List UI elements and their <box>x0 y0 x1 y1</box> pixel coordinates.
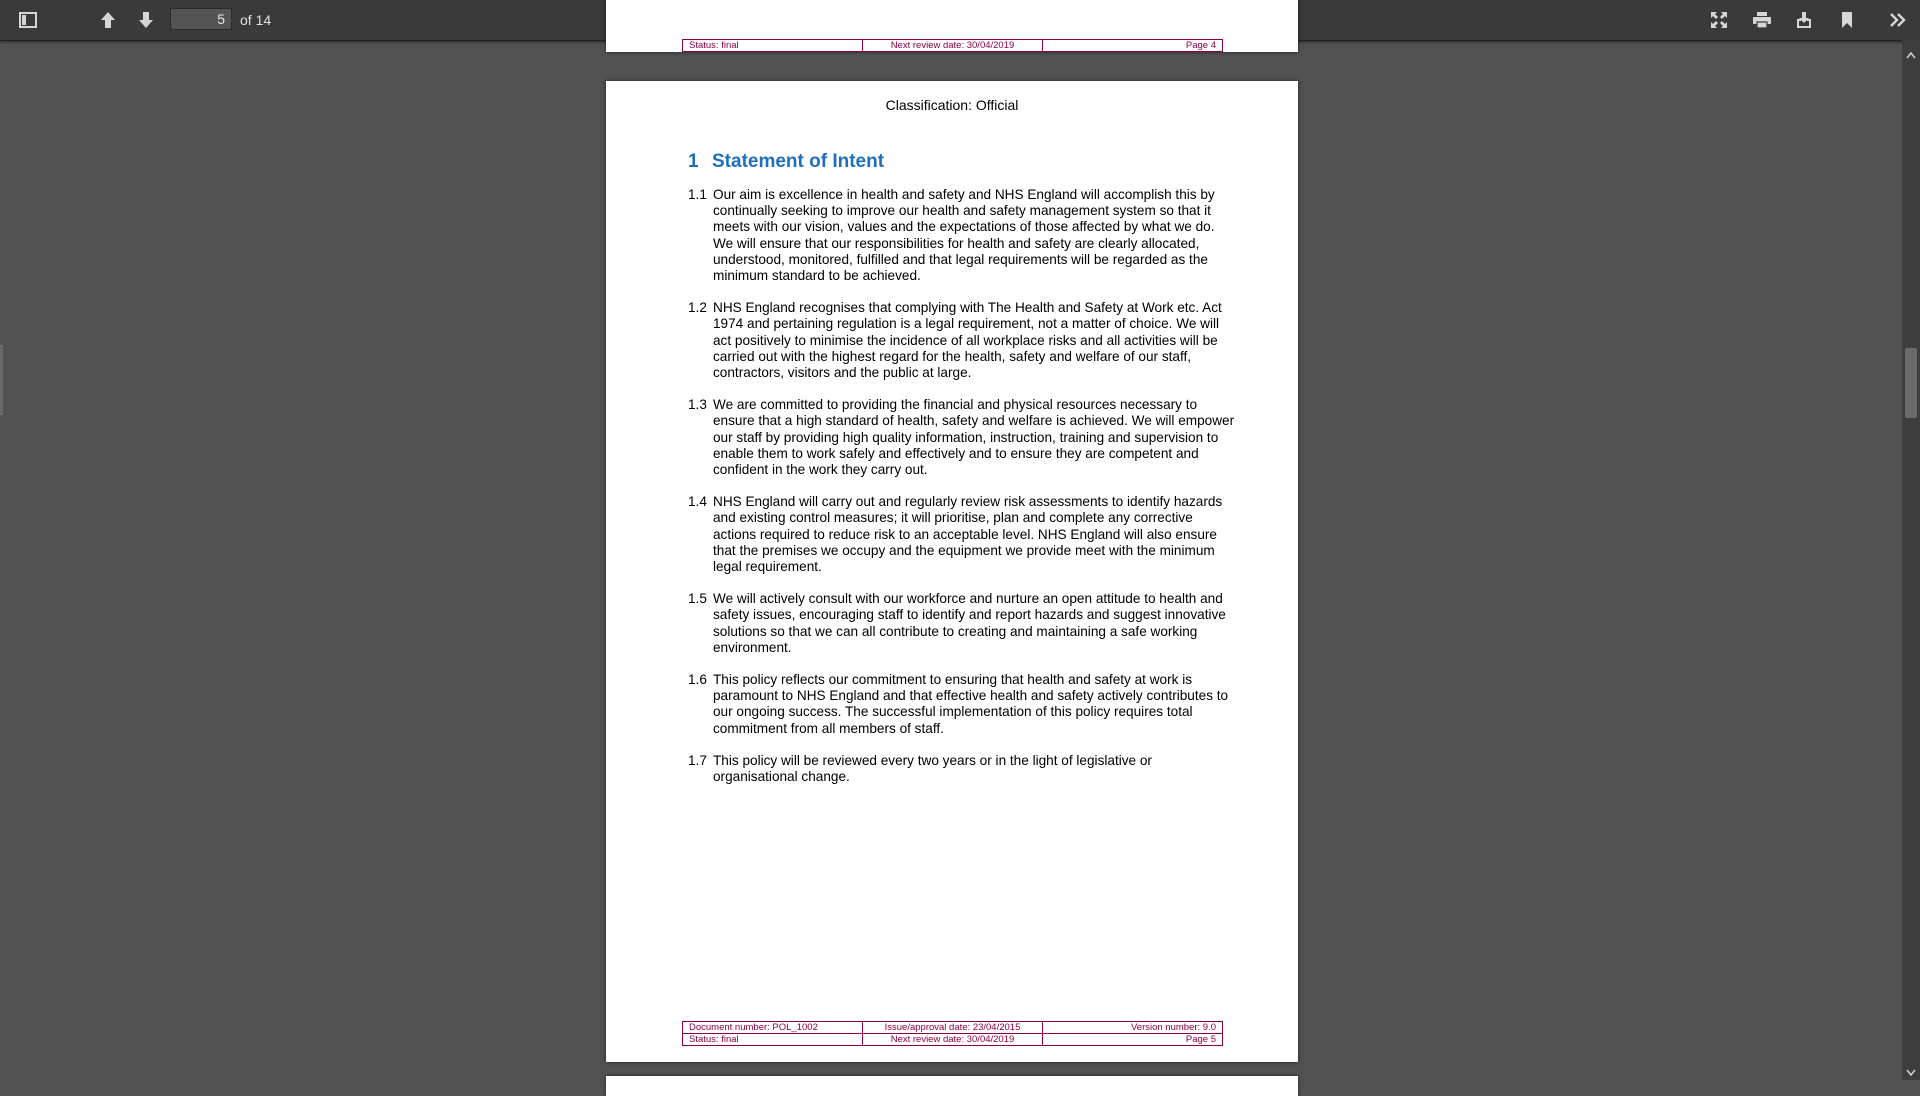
paragraph-text: NHS England will carry out and regularly review risk assessments to identify hazards and existing control measures; it will prioritise, plan and complete any corrective actions required to reduce risk to an acceptable level. NHS England will also ensure that the premises we occupy and the equipment we provide meet with the minimum legal requirement. <box>713 494 1223 575</box>
paragraph <box>688 672 1236 737</box>
presentation-mode-icon[interactable] <box>1705 8 1733 32</box>
footer-page-number: Page 5 <box>1043 1034 1223 1046</box>
paragraph-text: We are committed to providing the financial and physical resources necessary to ensure that a high standard of health, safety and welfare is achieved. We will empower our staff by providing high quality information, instruction, training and supervision to enable them to work safely and effectively and to ensure they are competent and confident in the work they carry out. <box>713 397 1235 478</box>
sidebar-toggle-icon[interactable] <box>14 8 42 32</box>
next-page-icon[interactable] <box>132 8 160 32</box>
footer-review-date: Next review date: 30/04/2019 <box>863 1034 1043 1046</box>
paragraph <box>688 591 1236 656</box>
scroll-up-icon[interactable] <box>1906 46 1916 64</box>
paragraph-text: Our aim is excellence in health and safety and NHS England will accomplish this by continually seeking to improve our health and safety management system so that it meets with our vision, values and the expectations of those affected by what we do. We will ensure that our responsibilities for health and safety are clearly allocated, understood, monitored, fulfilled and that legal requirements will be regarded as the minimum standard to be achieved. <box>713 187 1215 284</box>
section-number: 1 <box>688 151 699 172</box>
scrollbar-thumb[interactable] <box>1905 348 1917 418</box>
paragraph-number: 1.5 <box>688 591 707 607</box>
footer-version: Version number: 9.0 <box>1043 1022 1223 1034</box>
paragraph-text: This policy will be reviewed every two years or in the light of legislative or organisational change. <box>713 752 1152 785</box>
paragraph <box>688 187 1236 284</box>
page-number-input[interactable]: 5 <box>170 8 232 30</box>
pdf-page-4 <box>606 0 1298 52</box>
classification-label: Classification: Official <box>885 97 1019 113</box>
section-title: Statement of Intent <box>712 151 885 172</box>
page-footer-table <box>682 1021 1223 1046</box>
previous-page-icon[interactable] <box>94 8 122 32</box>
scroll-down-icon[interactable] <box>1906 1064 1916 1082</box>
pdf-page-6 <box>606 1076 1298 1096</box>
print-icon[interactable] <box>1748 8 1776 32</box>
tools-icon[interactable] <box>1884 8 1912 32</box>
footer-review-date: Next review date: 30/04/2019 <box>863 40 1043 52</box>
paragraph-number: 1.1 <box>688 187 707 202</box>
paragraph <box>688 494 1236 575</box>
paragraph-number: 1.3 <box>688 397 707 413</box>
paragraph <box>688 397 1236 478</box>
pdf-page-5 <box>606 81 1298 1062</box>
bookmark-icon[interactable] <box>1833 8 1861 32</box>
paragraph <box>688 300 1236 381</box>
footer-status: Status: final <box>683 1034 863 1046</box>
paragraph-text: NHS England recognises that complying with The Health and Safety at Work etc. Act 1974 and pertaining regulation is a legal requirement, not a matter of choice. We will act positively to minimise the incidence of all workplace risks and all activities will be carried out with the highest regard for the health, safety and welfare of our staff, contractors, visitors and the public at large. <box>713 300 1222 381</box>
vertical-scrollbar[interactable] <box>1902 40 1920 1080</box>
download-icon[interactable] <box>1790 8 1818 32</box>
paragraph-text: This policy reflects our commitment to ensuring that health and safety at work is paramount to NHS England and that effective health and safety actively contributes to our ongoing success. The successful implementation of this policy requires total commitment from all members of staff. <box>713 672 1229 736</box>
footer-status: Status: final <box>683 40 863 52</box>
paragraph-number: 1.7 <box>688 752 707 768</box>
footer-document-number: Document number: POL_1002 <box>683 1022 863 1034</box>
page-count-label: of 14 <box>240 12 272 28</box>
paragraph-number: 1.2 <box>688 300 707 316</box>
paragraph-number: 1.6 <box>688 672 707 688</box>
policy-paragraphs <box>688 187 1236 801</box>
sidebar-resizer[interactable] <box>0 345 3 415</box>
page-footer-table <box>682 39 1223 52</box>
paragraph <box>688 753 1236 785</box>
paragraph-text: We will actively consult with our workforce and nurture an open attitude to health and safety issues, encouraging staff to identify and report hazards and suggest innovative solutions so that we can all contribute to creating and maintaining a safe working environment. <box>713 591 1226 655</box>
section-heading <box>688 151 884 173</box>
footer-page-number: Page 4 <box>1043 40 1223 52</box>
paragraph-number: 1.4 <box>688 494 707 510</box>
footer-issue-date: Issue/approval date: 23/04/2015 <box>863 1022 1043 1034</box>
